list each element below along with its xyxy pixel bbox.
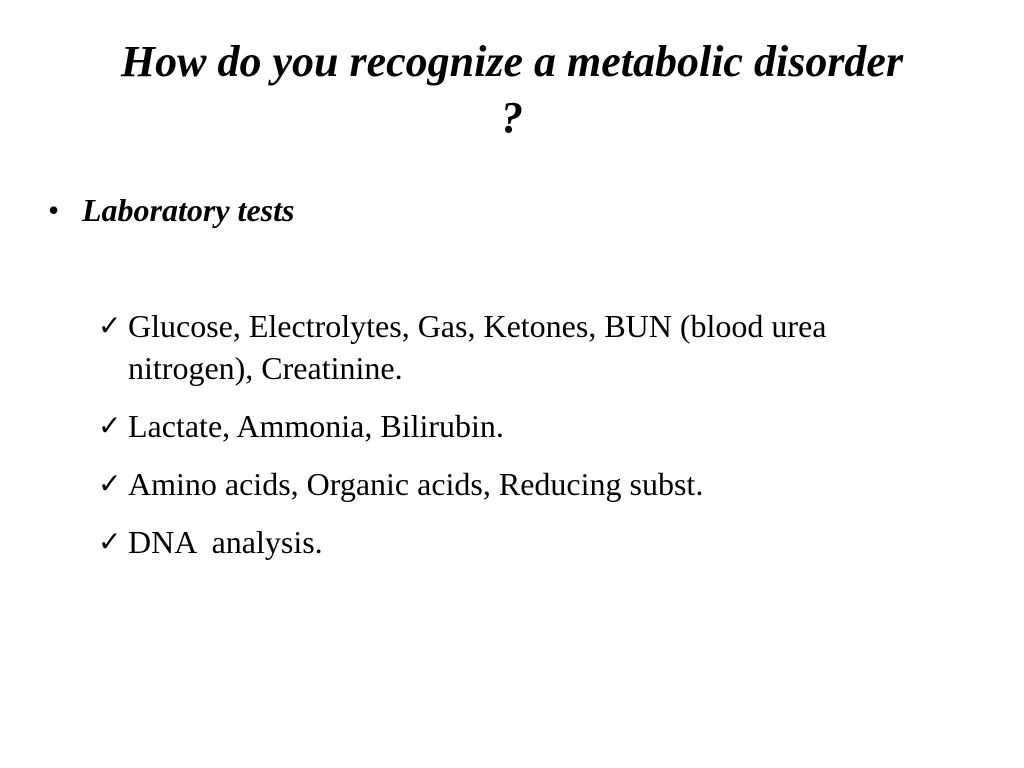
laboratory-tests-checklist: [98, 305, 938, 579]
checklist-item-text: Amino acids, Organic acids, Reducing subst.: [128, 466, 704, 502]
checklist-item-text: Lactate, Ammonia, Bilirubin.: [128, 408, 504, 444]
checkmark-icon: ✓: [98, 467, 122, 500]
main-bullet-text: Laboratory tests: [82, 192, 295, 228]
main-bullet: [48, 190, 294, 230]
checklist-item-glucose: [98, 305, 938, 389]
checklist-item-amino-acids: [98, 463, 938, 505]
checklist-item-text: Glucose, Electrolytes, Gas, Ketones, BUN (blood urea nitrogen), Creatinine.: [128, 308, 835, 386]
checklist-item-text: DNA analysis.: [128, 524, 323, 560]
checkmark-icon: ✓: [98, 409, 122, 442]
checkmark-icon: ✓: [98, 525, 122, 558]
checklist-item-lactate: [98, 405, 938, 447]
checklist-item-dna: [98, 521, 938, 563]
bullet-dot-icon: •: [48, 192, 60, 228]
slide-title: How do you recognize a metabolic disorder ?: [120, 37, 904, 142]
checkmark-icon: ✓: [98, 309, 122, 342]
